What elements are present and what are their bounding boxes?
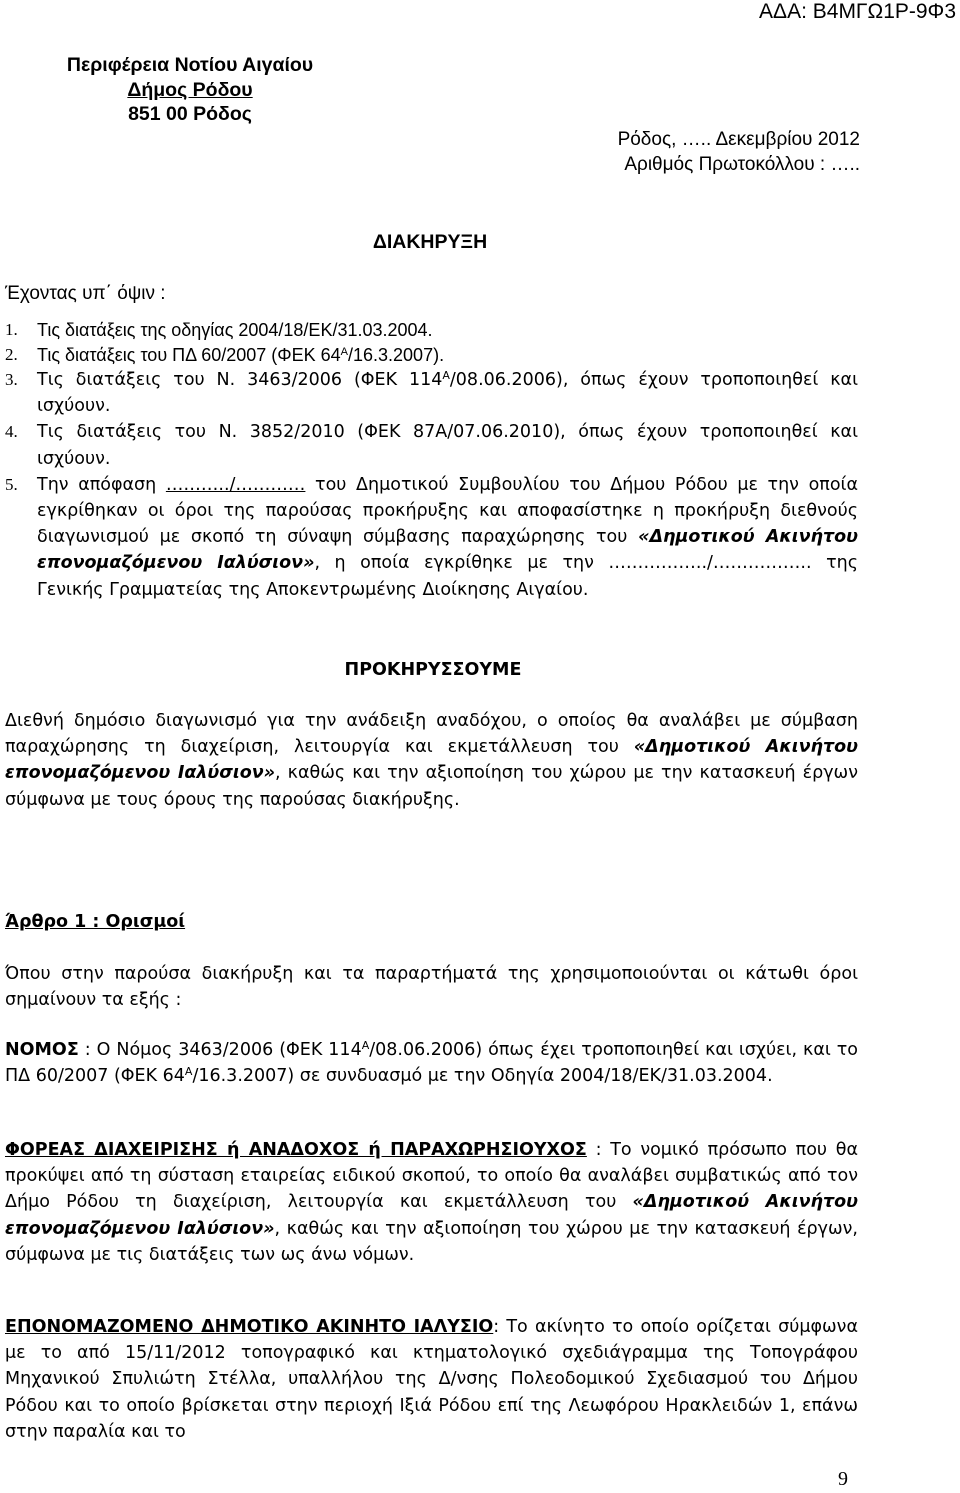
postal-address: 851 00 Ρόδος: [128, 103, 252, 125]
proclaim-title: ΠΡΟΚΗΡΥΣΣΟΥΜΕ: [344, 660, 522, 680]
article-1-title: Άρθρο 1 : Ορισμοί: [5, 912, 186, 932]
document-title: ΔΙΑΚΗΡΥΞΗ: [372, 231, 488, 253]
legal-basis-list: [5, 318, 858, 603]
region-name: Περιφέρεια Νοτίου Αιγαίου: [66, 54, 314, 76]
article-1-intro: Όπου στην παρούσα διακήρυξη και τα παραρτήματά της χρησιμοποιούνται οι κάτωθι όροι σημαίνουν τα εξής :: [5, 964, 858, 1011]
list-item: 5. Την απόφαση ………../………… του Δημοτικού Συμβουλίου του Δήμου Ρόδου με την οποία εγκρίθηκαν οι όροι της παρούσας προκήρυξης και αποφασίστηκε η προκήρυξη διεθνούς διαγωνισμού με σκοπό τη σύναψη σύμβασης παραχώρησης του «Δημοτικού Ακινήτου επονομαζόμενου Ιαλύσιον», η οποία εγκρίθηκε με την ……………../…………….. της Γενικής Γραμματείας της Αποκεντρωμένης Διοίκησης Αιγαίου.: [5, 474, 859, 600]
page-number: 9: [838, 1468, 848, 1490]
ada-code: ΑΔΑ: Β4ΜΓΩ1Ρ-9Φ3: [759, 0, 956, 23]
date-protocol-block: [500, 127, 860, 177]
proclaim-paragraph: Διεθνή δημόσιο διαγωνισμό για την ανάδειξη αναδόχου, ο οποίος θα αναλάβει με σύμβαση παραχώρησης τη διαχείριση, λειτουργία και εκμετάλλευση του «Δημοτικού Ακινήτου επονομαζόμενου Ιαλύσιον», καθώς και την αξιοποίηση του χώρου με την κατασκευή έργων σύμφωνα με τους όρους της παρούσας διακήρυξης.: [5, 711, 858, 810]
having-regard-label: Έχοντας υπ΄ όψιν :: [5, 283, 166, 304]
definition-property: ΕΠΟΝΟΜΑΖΟΜΕΝΟ ΔΗΜΟΤΙΚΟ ΑΚΙΝΗΤΟ ΙΑΛΥΣΙΟ: Το ακίνητο το οποίο ορίζεται σύμφωνα με το από 15/11/2012 τοπογραφικό και κτηματολογικό σχεδιάγραμμα της Τοπογράφου Μηχανικού Σπυλιώτη Στέλλα, υπαλλήλου της Δ/νσης Πολεοδομικού Σχεδιασμού του Δήμου Ρόδου και το οποίο βρίσκεται στην περιοχή Ιξιά Ρόδου επί της Λεωφόρου Ηρακλειδών 1, επάνω στην παραλία και το: [5, 1317, 858, 1442]
list-item: 1. Τις διατάξεις της οδηγίας 2004/18/ΕΚ/31.03.2004.: [5, 320, 433, 340]
list-item: 2. Τις διατάξεις του ΠΔ 60/2007 (ΦΕΚ $64^A/16.3.2007$).: [5, 344, 445, 365]
protocol-line: Αριθμός Πρωτοκόλλου : …..: [624, 154, 860, 175]
municipality-name: Δήμος Ρόδου: [127, 78, 253, 101]
list-item: 4. Τις διατάξεις του Ν. 3852/2010 (ΦΕΚ 87Α/07.06.2010), όπως έχουν τροποποιηθεί και ισχύουν.: [5, 422, 858, 469]
definition-operator: ΦΟΡΕΑΣ ΔΙΑΧΕΙΡΙΣΗΣ ή ΑΝΑΔΟΧΟΣ ή ΠΑΡΑΧΩΡΗΣΙΟΥΧΟΣ : Το νομικό πρόσωπο που θα προκύψει από τη σύσταση εταιρείας ειδικού σκοπού, το οποίο θα αναλάβει συμβατικώς από τον Δήμο Ρόδου τη διαχείριση, λειτουργία και εκμετάλλευση του «Δημοτικού Ακινήτου επονομαζόμενου Ιαλύσιον», καθώς και την αξιοποίηση του χώρου με την κατασκευή έργων, σύμφωνα με τις διατάξεις των ως άνω νόμων.: [5, 1140, 858, 1265]
issuer-header: [22, 53, 358, 127]
definition-law: ΝΟΜΟΣ : Ο Νόμος 3463/2006 (ΦΕΚ $114^A/08.06.2006$) όπως έχει τροποποιηθεί και ισχύει, και το ΠΔ 60/2007 (ΦΕΚ $64^A/16.3.2007$) σε συνδυασμό με την Οδηγία 2004/18/ΕΚ/31.03.2004.: [5, 1039, 858, 1087]
date-line: Ρόδος, ….. Δεκεμβρίου 2012: [617, 129, 860, 150]
list-item: 3. Τις διατάξεις του Ν. 3463/2006 (ΦΕΚ $114^A/08.06.2006$), όπως έχουν τροποποιηθεί και ισχύουν.: [5, 369, 858, 417]
